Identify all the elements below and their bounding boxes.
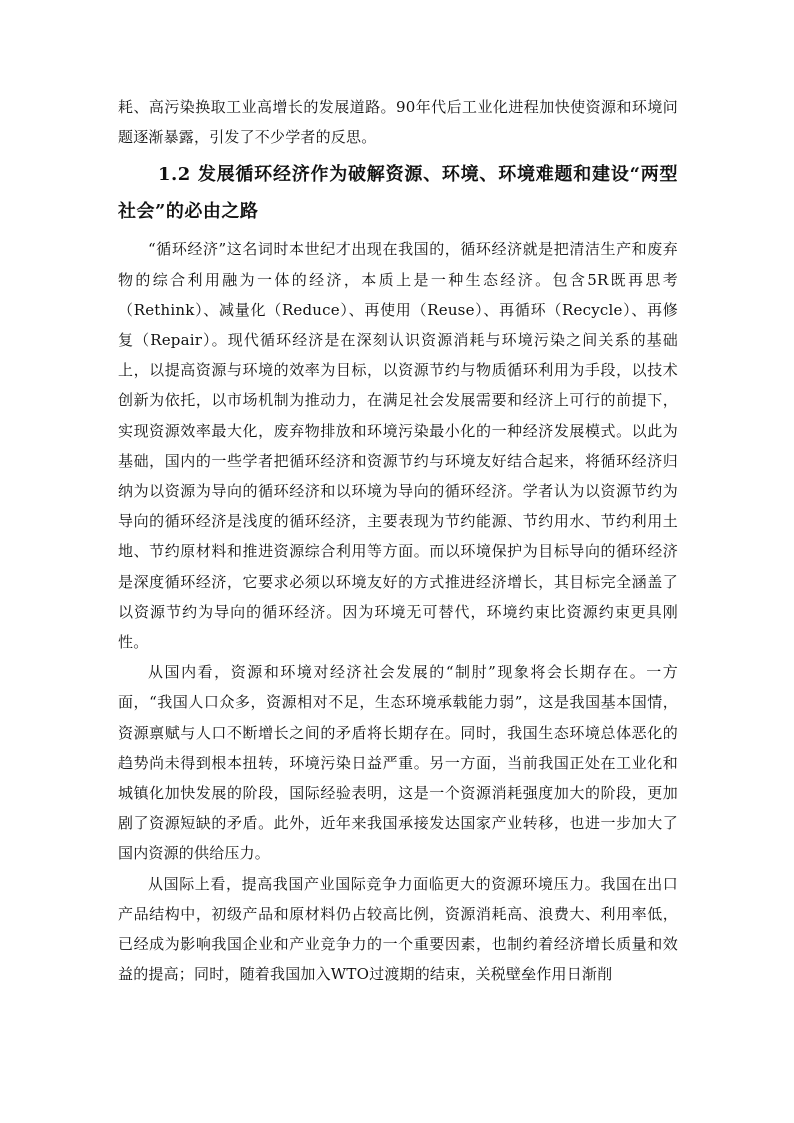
- paragraph-circular-economy: “循环经济”这名词时本世纪才出现在我国的，循环经济就是把清洁生产和废弃物的综合利用融为一体的经济，本质上是一种生态经济。包含5R既再思考（Rethink）、减量化（Reduce）、再使用（Reuse）、再循环（Recycle）、再修复（Repair）。现代循环经济是在深刻认识资源消耗与环境污染之间关系的基础上，以提高资源与环境的效率为目标，以资源节约与物质循环利用为手段，以技术创新为依托，以市场机制为推动力，在满足社会发展需要和经济上可行的前提下，实现资源效率最大化，废弃物排放和环境污染最小化的一种经济发展模式。以此为基础，国内的一些学者把循环经济和资源节约与环境友好结合起来，将循环经济归纳为以资源为导向的循环经济和以环境为导向的循环经济。学者认为以资源节约为导向的循环经济是浅度的循环经济，主要表现为节约能源、节约用水、节约利用土地、节约原材料和推进资源综合利用等方面。而以环境保护为目标导向的循环经济是深度循环经济，它要求必须以环境友好的方式推进经济增长，其目标完全涵盖了以资源节约为导向的循环经济。因为环境无可替代，环境约束比资源约束更具刚性。: [118, 240, 678, 652]
- paragraph-domestic: 从国内看，资源和环境对经济社会发展的“制肘”现象将会长期存在。一方面，“我国人口众多，资源相对不足，生态环境承载能力弱”，这是我国基本国情，资源禀赋与人口不断增长之间的矛盾将长期存在。同时，我国生态环境总体恶化的趋势尚未得到根本扭转，环境污染日益严重。另一方面，当前我国正处在工业化和城镇化加快发展的阶段，国际经验表明，这是一个资源消耗强度加大的阶段，更加剧了资源短缺的矛盾。此外，近年来我国承接发达国家产业转移，也进一步加大了国内资源的供给压力。: [118, 663, 678, 863]
- paragraph-international: 从国际上看，提高我国产业国际竞争力面临更大的资源环境压力。我国在出口产品结构中，初级产品和原材料仍占较高比例，资源消耗高、浪费大、利用率低，已经成为影响我国企业和产业竞争力的一个重要因素，也制约着经济增长质量和效益的提高；同时，随着我国加入WTO过渡期的结束，关税壁垒作用日渐削: [118, 874, 678, 984]
- document-page: [118, 92, 678, 989]
- section-heading: 1.2 发展循环经济作为破解资源、环境、环境难题和建设“两型社会”的必由之路: [118, 164, 678, 223]
- paragraph-continued: 耗、高污染换取工业高增长的发展道路。90年代后工业化进程加快使资源和环境问题逐渐暴露，引发了不少学者的反思。: [118, 98, 678, 147]
